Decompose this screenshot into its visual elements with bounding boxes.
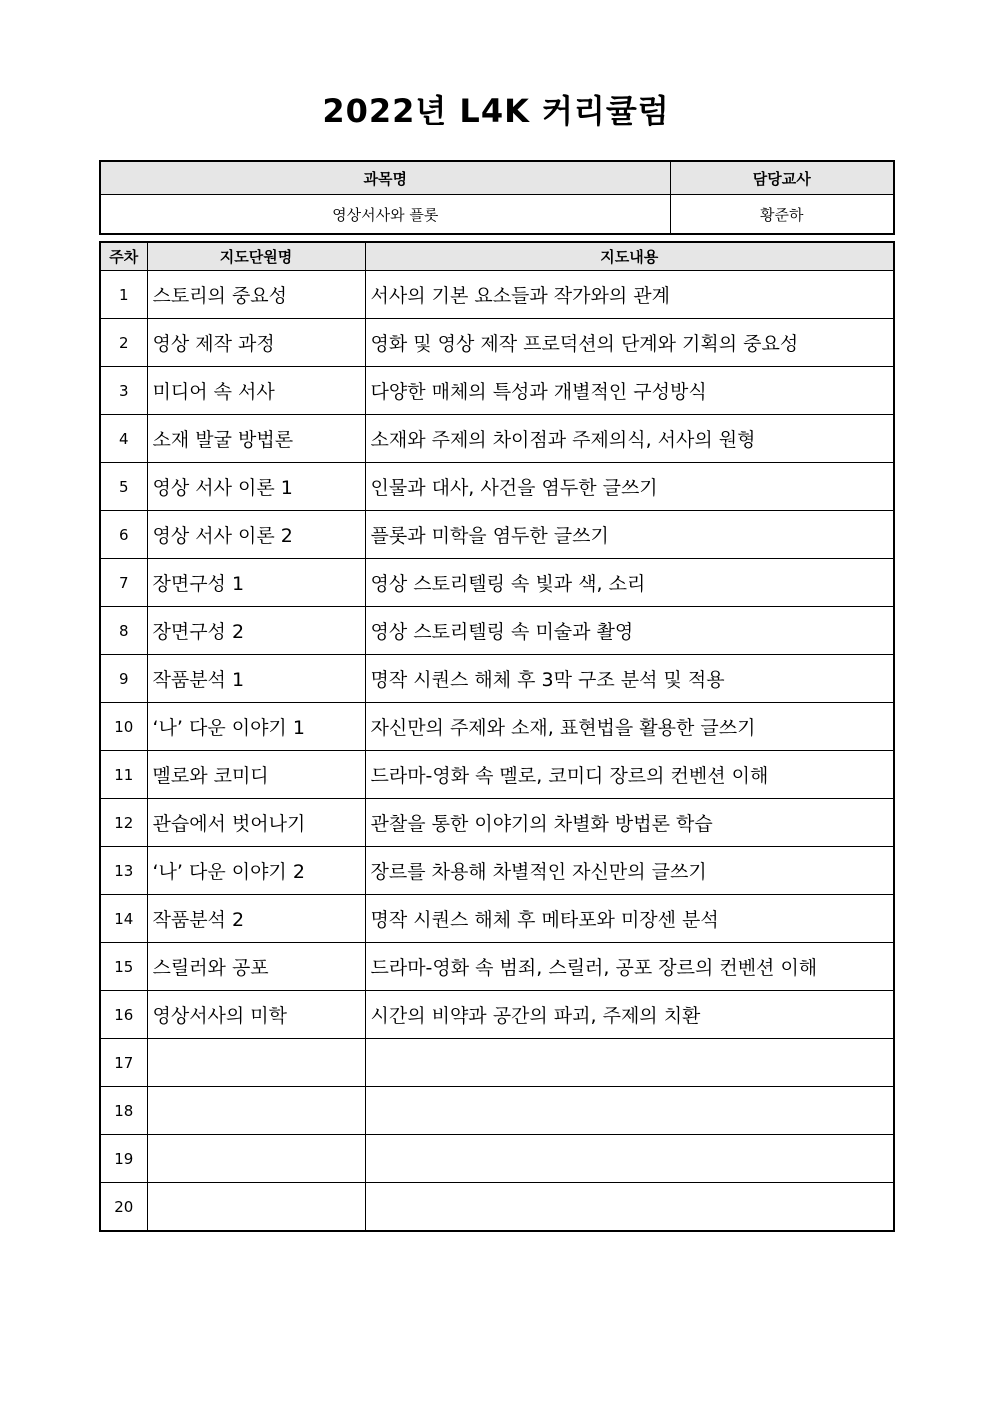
table-row bbox=[100, 607, 894, 655]
content-cell: 드라마-영화 속 멜로, 코미디 장르의 컨벤션 이해 bbox=[365, 751, 894, 799]
unit-cell: 장면구성 2 bbox=[147, 607, 365, 655]
table-row bbox=[100, 1135, 894, 1183]
content-cell bbox=[365, 1039, 894, 1087]
week-cell: 2 bbox=[100, 319, 147, 367]
curriculum-header-row bbox=[100, 242, 894, 271]
table-row bbox=[100, 943, 894, 991]
table-row bbox=[100, 1087, 894, 1135]
table-row bbox=[100, 703, 894, 751]
week-cell: 14 bbox=[100, 895, 147, 943]
unit-cell: 관습에서 벗어나기 bbox=[147, 799, 365, 847]
subject-name-header: 과목명 bbox=[100, 161, 670, 195]
unit-cell: 영상 서사 이론 1 bbox=[147, 463, 365, 511]
week-cell: 4 bbox=[100, 415, 147, 463]
unit-cell: 작품분석 2 bbox=[147, 895, 365, 943]
table-row bbox=[100, 751, 894, 799]
week-cell: 13 bbox=[100, 847, 147, 895]
curriculum-table bbox=[99, 241, 895, 1232]
table-row bbox=[100, 847, 894, 895]
subject-header-row bbox=[100, 161, 894, 195]
unit-cell: 미디어 속 서사 bbox=[147, 367, 365, 415]
content-cell: 영상 스토리텔링 속 빛과 색, 소리 bbox=[365, 559, 894, 607]
content-cell: 명작 시퀀스 해체 후 메타포와 미장센 분석 bbox=[365, 895, 894, 943]
content-cell: 다양한 매체의 특성과 개별적인 구성방식 bbox=[365, 367, 894, 415]
week-cell: 9 bbox=[100, 655, 147, 703]
unit-cell: 영상서사의 미학 bbox=[147, 991, 365, 1039]
content-cell: 영화 및 영상 제작 프로덕션의 단계와 기획의 중요성 bbox=[365, 319, 894, 367]
content-cell: 자신만의 주제와 소재, 표현법을 활용한 글쓰기 bbox=[365, 703, 894, 751]
unit-cell: 작품분석 1 bbox=[147, 655, 365, 703]
unit-cell bbox=[147, 1183, 365, 1232]
week-cell: 12 bbox=[100, 799, 147, 847]
table-row bbox=[100, 1039, 894, 1087]
teacher-header: 담당교사 bbox=[670, 161, 894, 195]
content-cell: 영상 스토리텔링 속 미술과 촬영 bbox=[365, 607, 894, 655]
unit-cell: 소재 발굴 방법론 bbox=[147, 415, 365, 463]
table-row bbox=[100, 799, 894, 847]
week-cell: 1 bbox=[100, 271, 147, 319]
week-cell: 18 bbox=[100, 1087, 147, 1135]
unit-cell bbox=[147, 1135, 365, 1183]
unit-cell bbox=[147, 1087, 365, 1135]
unit-column-header: 지도단원명 bbox=[147, 242, 365, 271]
table-row bbox=[100, 511, 894, 559]
week-cell: 10 bbox=[100, 703, 147, 751]
week-cell: 6 bbox=[100, 511, 147, 559]
week-cell: 17 bbox=[100, 1039, 147, 1087]
content-cell: 드라마-영화 속 범죄, 스릴러, 공포 장르의 컨벤션 이해 bbox=[365, 943, 894, 991]
unit-cell: 스릴러와 공포 bbox=[147, 943, 365, 991]
week-cell: 16 bbox=[100, 991, 147, 1039]
unit-cell: 장면구성 1 bbox=[147, 559, 365, 607]
table-row bbox=[100, 367, 894, 415]
subject-name: 영상서사와 플롯 bbox=[100, 195, 670, 235]
table-row bbox=[100, 895, 894, 943]
content-cell: 관찰을 통한 이야기의 차별화 방법론 학습 bbox=[365, 799, 894, 847]
subject-value-row bbox=[100, 195, 894, 235]
unit-cell: 영상 서사 이론 2 bbox=[147, 511, 365, 559]
week-cell: 19 bbox=[100, 1135, 147, 1183]
table-row bbox=[100, 1183, 894, 1232]
content-cell: 장르를 차용해 차별적인 자신만의 글쓰기 bbox=[365, 847, 894, 895]
table-row bbox=[100, 991, 894, 1039]
week-cell: 20 bbox=[100, 1183, 147, 1232]
table-row bbox=[100, 559, 894, 607]
unit-cell: 영상 제작 과정 bbox=[147, 319, 365, 367]
content-cell bbox=[365, 1183, 894, 1232]
week-cell: 11 bbox=[100, 751, 147, 799]
unit-cell: ‘나’ 다운 이야기 2 bbox=[147, 847, 365, 895]
content-cell: 인물과 대사, 사건을 염두한 글쓰기 bbox=[365, 463, 894, 511]
content-cell bbox=[365, 1087, 894, 1135]
unit-cell: 멜로와 코미디 bbox=[147, 751, 365, 799]
table-row bbox=[100, 463, 894, 511]
content-cell: 서사의 기본 요소들과 작가와의 관계 bbox=[365, 271, 894, 319]
table-row bbox=[100, 271, 894, 319]
week-cell: 3 bbox=[100, 367, 147, 415]
content-cell: 시간의 비약과 공간의 파괴, 주제의 치환 bbox=[365, 991, 894, 1039]
content-column-header: 지도내용 bbox=[365, 242, 894, 271]
teacher-name: 황준하 bbox=[670, 195, 894, 235]
content-cell: 플롯과 미학을 염두한 글쓰기 bbox=[365, 511, 894, 559]
page-title: 2022년 L4K 커리큘럼 bbox=[322, 92, 670, 130]
content-cell: 소재와 주제의 차이점과 주제의식, 서사의 원형 bbox=[365, 415, 894, 463]
week-cell: 15 bbox=[100, 943, 147, 991]
table-row bbox=[100, 319, 894, 367]
table-row bbox=[100, 415, 894, 463]
unit-cell: ‘나’ 다운 이야기 1 bbox=[147, 703, 365, 751]
curriculum-body bbox=[100, 271, 894, 1232]
week-column-header: 주차 bbox=[100, 242, 147, 271]
week-cell: 8 bbox=[100, 607, 147, 655]
content-cell: 명작 시퀀스 해체 후 3막 구조 분석 및 적용 bbox=[365, 655, 894, 703]
unit-cell bbox=[147, 1039, 365, 1087]
table-row bbox=[100, 655, 894, 703]
week-cell: 5 bbox=[100, 463, 147, 511]
subject-table bbox=[99, 160, 895, 235]
content-cell bbox=[365, 1135, 894, 1183]
unit-cell: 스토리의 중요성 bbox=[147, 271, 365, 319]
week-cell: 7 bbox=[100, 559, 147, 607]
